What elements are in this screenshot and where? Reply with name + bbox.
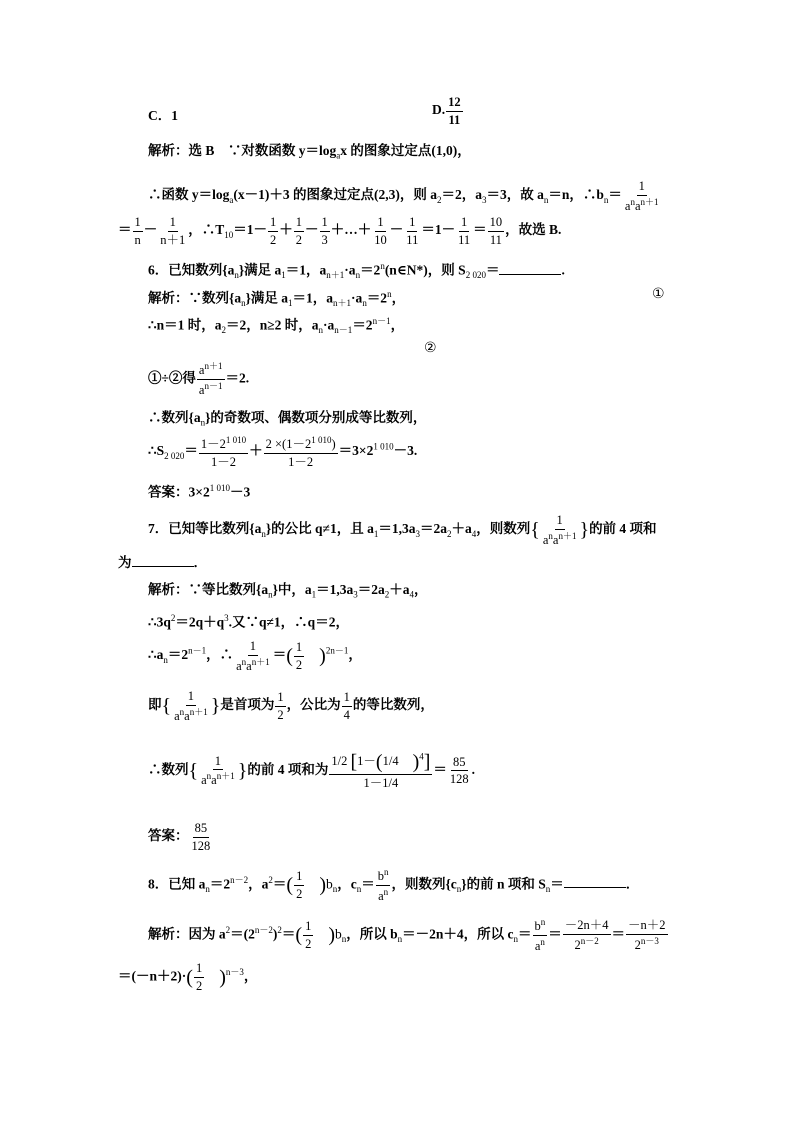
answer-blank bbox=[499, 260, 561, 275]
analysis-7-line4: 即{ $\frac{1}{a^na^{n+1}}$ }是首项为 $\frac{1}{2}$ ，公比为 $\frac{1}{4}$ 的等比数列， bbox=[148, 689, 434, 723]
analysis-7-line2: $\therefore 3q^2=2q+q^3$.又∵q≠1，∴q＝2， bbox=[148, 613, 349, 630]
analysis-6-line3: ①÷②得 $\frac{a^{n+1}}{a^{n-1}}$ ＝2. bbox=[148, 361, 250, 397]
analysis-6-line1: 解析：∵数列$\{a_n\}$满足 $a_1=1$，$a_{n+1}\cdot a_n=2^n$， bbox=[148, 289, 406, 309]
analysis-7-line3: $\therefore a_n=2^{n-1}$，∴ $\frac{1}{a^na^{n+1}}$ ＝( $\frac{1}{2}$ )$^{2n-1}$， bbox=[148, 639, 362, 673]
problem-7-line2: 为 ． bbox=[118, 552, 207, 573]
analysis-7-line5: ∴数列{ $\frac{1}{a^na^{n+1}}$ }的前 4 项和为 $\frac{1/2 [1-(1/4 )^4]}{1-1/4}$ ＝ $\frac{85}{128}$ . bbox=[148, 751, 476, 790]
equation-mark-1: ① bbox=[652, 286, 665, 302]
analysis-6-line4: ∴数列$\{a_n\}$的奇数项、偶数项分别成等比数列， bbox=[148, 410, 427, 428]
problem-6: 6．已知数列$\{a_n\}$满足 $a_1=1$，$a_{n+1}\cdot a_n=2^n(n\in N*)$，则 $S_{2 020}=$ . bbox=[148, 261, 565, 281]
answer-6: 答案：$3\times 2^{1 010}-3$ bbox=[148, 483, 251, 500]
analysis-8-line2: ＝(－n＋2)·( $\frac{1}{2}$ )$^{n-3}$， bbox=[118, 961, 258, 993]
analysis-7-line1: 解析：∵等比数列$\{a_n\}$中，$a_1=1,3a_3=2a_2+a_4$， bbox=[148, 582, 428, 600]
option-c: C．1 bbox=[148, 108, 178, 123]
analysis-5-line3: ＝ $\frac{1}{n}$ － $\frac{1}{n+1}$ ，$\therefore T_{10}=1-$ $\frac{1}{2}$ ＋ $\frac{1}{2}$ － $\frac{1}{3}$ ＋…＋ $\frac{1}{10}$ － $\frac{1}{11}$ ＝1－ $\frac{1}{11}$ ＝ $\frac{10}{11}$ ，故选 B. bbox=[118, 215, 562, 247]
problem-7-line1: 7．已知等比数列$\{a_n\}$的公比 q≠1，且 $a_1=1,3a_3=2a_2+a_4$，则数列{ $\frac{1}{a^na^{n+1}}$ }的前 4 项和 bbox=[148, 513, 657, 547]
answer-7: 答案： $\frac{85}{128}$ bbox=[148, 821, 211, 853]
analysis-5-line2: ∴函数 $y=\log_a(x-1)+3$ 的图象过定点(2,3)，则 $a_2=2$，$a_3=3$，故 $a_n=n$，$\therefore b_n=$ $\frac{1}{a^na^{n+1}}$ bbox=[148, 179, 659, 213]
answer-blank bbox=[564, 873, 626, 888]
answer-blank bbox=[132, 552, 194, 567]
problem-8: 8．已知 $a_n=2^{n-2}$，$a^2=$( $\frac{1}{2}$ )$b_n$，$c_n=$ $\frac{b^n}{a^n}$ ，则数列$\{c_n\}$的前 n 项和 $S_n=$ ． bbox=[148, 867, 640, 903]
analysis-8-line1: 解析：因为 $a^2=(2^{n-2})^2=$( $\frac{1}{2}$ )$b_n$，所以 $b_n=-2n+4$，所以 $c_n=$ $\frac{b^n}{a^n}$ ＝ $\frac{-2n+4}{2^{n-2}}$ ＝ $\frac{-n+2}{2^{n-3}}$ bbox=[148, 917, 666, 953]
analysis-6-line5: $\therefore S_{2 020}=$ $\frac{1-2^{1 010}}{1-2}$ ＋ $\frac{2 \times(1-2^{1 010})}{1-2}$ $=3\times 2^{1 010}-3$. bbox=[148, 435, 418, 469]
option-d: D. $\frac{12}{11}$ bbox=[432, 95, 461, 127]
equation-mark-2: ② bbox=[424, 340, 437, 356]
analysis-5-line1: 解析：选 B ∵对数函数 $y=\log_ax$ 的图象过定点(1,0)， bbox=[148, 143, 471, 161]
analysis-6-line2: ∴n＝1 时，$a_2=2$，n≥2 时，$a_n\cdot a_{n-1}=2^{n-1}$， bbox=[148, 316, 405, 336]
